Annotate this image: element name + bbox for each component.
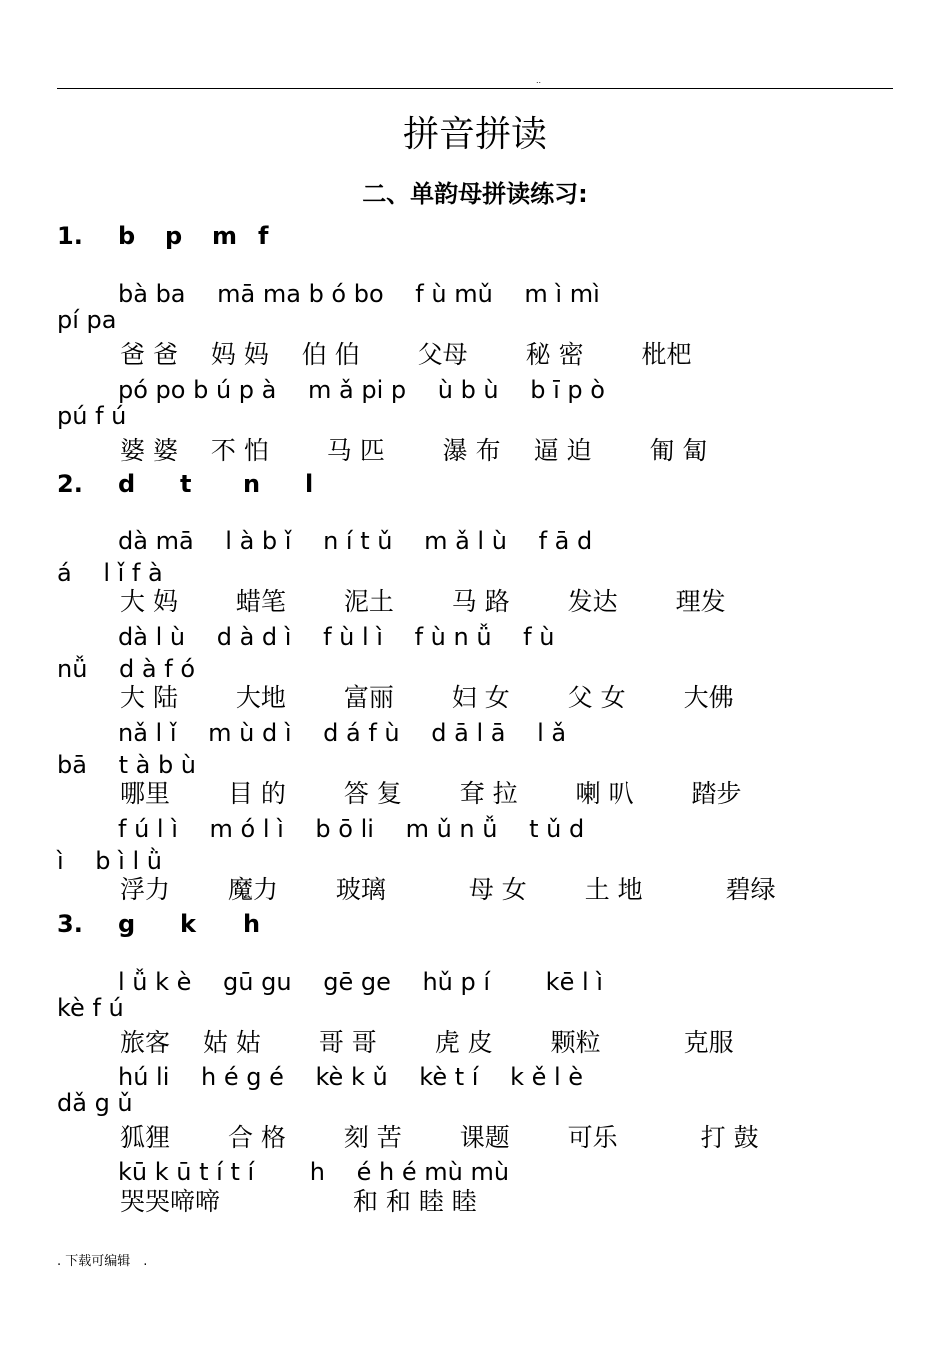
page-title: 拼音拼读 bbox=[402, 114, 547, 155]
pinyin-line: kū k ū t í t í h é h é mù mù bbox=[118, 1158, 510, 1186]
pinyin-line: bà ba mā ma b ó bo f ù mǔ m ì mì bbox=[118, 280, 600, 308]
section-1-letter: f bbox=[258, 222, 269, 250]
hanzi-line: 大 陆 大地 富丽 妇 女 父 女 大佛 bbox=[120, 683, 734, 712]
pinyin-line: pí pa bbox=[57, 306, 117, 334]
hanzi-line: 哪里 目 的 答 复 耷 拉 喇 叭 踏步 bbox=[120, 779, 742, 808]
pinyin-line: dǎ g ǔ bbox=[57, 1089, 133, 1117]
section-3-letter: g bbox=[118, 910, 136, 938]
hanzi-line: 哭哭啼啼 和 和 睦 睦 bbox=[120, 1187, 477, 1216]
section-2-letter: t bbox=[180, 470, 192, 498]
section-1-letter: m bbox=[212, 222, 238, 250]
pinyin-line: nǎ l ǐ m ù d ì d á f ù d ā l ā l ǎ bbox=[118, 719, 567, 747]
pinyin-line: bā t à b ù bbox=[57, 751, 197, 779]
section-3-letter: k bbox=[180, 910, 196, 938]
section-1-number: 1. bbox=[57, 222, 83, 250]
section-1-letter: b bbox=[118, 222, 136, 250]
section-1-letter: p bbox=[165, 222, 183, 250]
hanzi-line: 婆 婆 不 怕 马 匹 瀑 布 逼 迫 匍 匐 bbox=[120, 436, 708, 465]
pinyin-line: pú f ú bbox=[57, 402, 127, 430]
section-2-letter: d bbox=[118, 470, 136, 498]
pinyin-line: dà mā l à b ǐ n í t ǔ m ǎ l ù f ā d bbox=[118, 527, 593, 555]
pinyin-line: f ú l ì m ó l ì b ō li m ǔ n ǚ t ǔ d bbox=[118, 815, 585, 843]
section-2-number: 2. bbox=[57, 470, 83, 498]
section-2-letter: l bbox=[305, 470, 314, 498]
pinyin-line: kè f ú bbox=[57, 994, 124, 1022]
hanzi-line: 爸 爸 妈 妈 伯 伯 父母 秘 密 枇杷 bbox=[120, 340, 692, 369]
page-footer: . 下载可编辑 . bbox=[57, 1254, 148, 1269]
hanzi-line: 狐狸 合 格 刻 苦 课题 可乐 打 鼓 bbox=[120, 1123, 759, 1152]
pinyin-line: ì b ì l ǜ bbox=[57, 847, 162, 875]
pinyin-line: á l ǐ f à bbox=[57, 559, 163, 587]
section-3-number: 3. bbox=[57, 910, 83, 938]
pinyin-line: hú li h é g é kè k ǔ kè t í k ě l è bbox=[118, 1063, 584, 1091]
header-dots: .. bbox=[536, 76, 542, 85]
section-3-letter: h bbox=[243, 910, 261, 938]
hanzi-line: 浮力 魔力 玻璃 母 女 土 地 碧绿 bbox=[120, 875, 776, 904]
section-2-letter: n bbox=[243, 470, 261, 498]
hanzi-line: 大 妈 蜡笔 泥土 马 路 发达 理发 bbox=[120, 587, 726, 616]
section-subtitle: 二、单韵母拼读练习: bbox=[362, 180, 588, 208]
pinyin-line: pó po b ú p à m ǎ pi p ù b ù b ī p ò bbox=[118, 376, 605, 404]
pinyin-line: nǚ d à f ó bbox=[57, 655, 196, 683]
hanzi-line: 旅客 姑 姑 哥 哥 虎 皮 颗粒 克服 bbox=[120, 1028, 734, 1057]
header-rule bbox=[57, 88, 893, 89]
pinyin-line: l ǚ k è gū gu gē ge hǔ p í kē l ì bbox=[118, 968, 603, 996]
pinyin-line: dà l ù d à d ì f ù l ì f ù n ǚ f ù bbox=[118, 623, 555, 651]
